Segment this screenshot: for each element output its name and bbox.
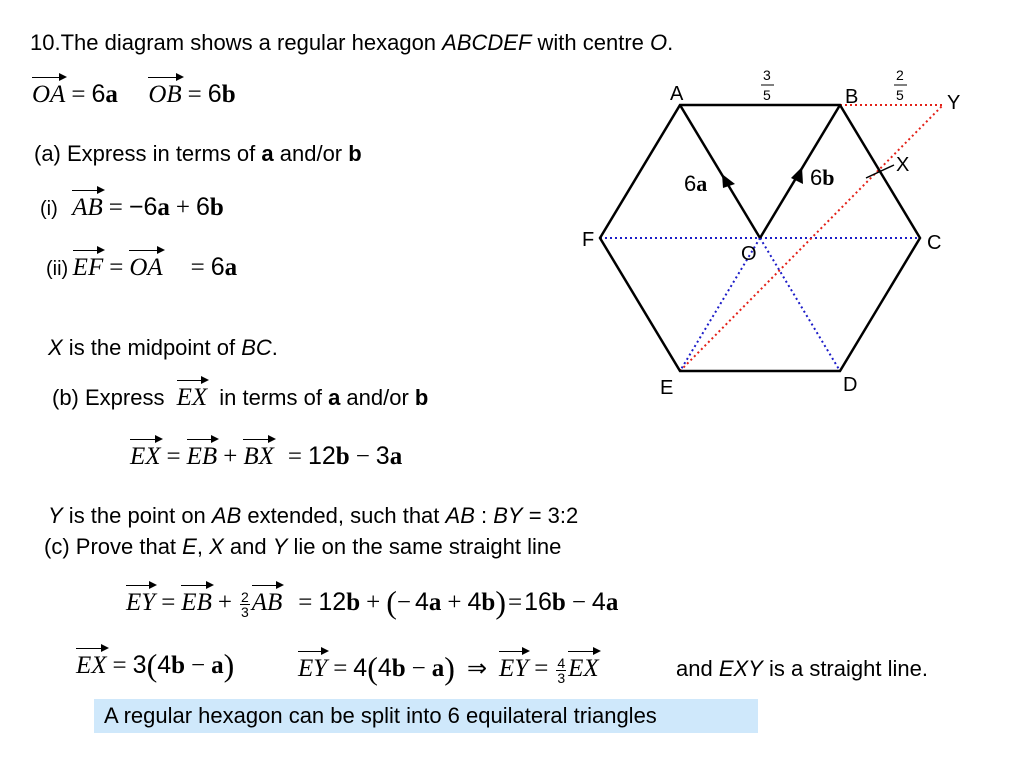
vector-ab: AB: [72, 194, 103, 221]
bc-name: BC: [241, 335, 272, 360]
ob-var: b: [221, 81, 236, 108]
ey2-in-var2: a: [431, 655, 445, 682]
conclusion-pre: and: [676, 656, 719, 681]
part-a-ii: (ii) EF = OA = 6a: [46, 253, 238, 281]
vector-ex-prompt: EX: [176, 384, 208, 411]
label-6a-var: a: [696, 171, 708, 196]
hint-note: A regular hexagon can be split into 6 equilateral triangles: [94, 699, 758, 733]
prove-and: and: [223, 534, 273, 559]
arrowhead-oa: [722, 174, 735, 188]
conclusion-end: is a straight line.: [762, 656, 928, 681]
vector-oa-2: OA: [129, 254, 163, 281]
point-label-x: X: [896, 154, 910, 176]
y-by: BY: [493, 503, 523, 528]
oa-coef: 6: [91, 80, 106, 108]
prove-e: E: [182, 534, 197, 559]
point-label-c: C: [927, 232, 942, 254]
ex-var2: a: [389, 443, 403, 470]
ef-coef: 6: [210, 253, 225, 281]
vector-ex-3: EX: [568, 655, 599, 682]
label-6b: [810, 165, 835, 190]
part-a-prompt-pre: (a) Express in terms of: [34, 141, 262, 166]
x-name: X: [48, 335, 63, 360]
question-text-end: .: [667, 30, 674, 55]
part-c-line3: EY = 4(4b − a) ⇒ EY = $\frac{4}{3}$ EX: [298, 650, 599, 686]
ey-c2: 4: [415, 588, 429, 616]
centre-name: O: [650, 30, 668, 55]
frac-by-den: 5: [896, 87, 904, 103]
point-label-d: D: [843, 374, 858, 396]
ey2-in-coef: 4: [377, 654, 392, 682]
prove-x: X: [209, 534, 224, 559]
y-ab: AB: [211, 503, 242, 528]
part-a-prompt-b: b: [348, 141, 362, 166]
frac-by-num: 2: [896, 67, 904, 83]
ey-c3: 4: [467, 588, 482, 616]
ey-var2: a: [428, 589, 442, 616]
vector-ex: EX: [130, 443, 161, 470]
y-mid2: extended, such that: [241, 503, 446, 528]
hexagon-name: ABCDEF: [442, 30, 532, 55]
given-vectors: OA = 6a OB = 6b: [32, 80, 236, 108]
ex-coef2: 3: [375, 442, 390, 470]
frac-ab-den: 5: [763, 87, 771, 103]
ey-var3: b: [481, 589, 496, 616]
part-b-prompt-and: and/or: [340, 385, 415, 410]
ex2-in-var2: a: [211, 652, 224, 679]
vector-ab-2: AB: [251, 589, 283, 616]
ey-var5: a: [605, 589, 619, 616]
vector-ey: EY: [126, 589, 156, 616]
ey-var1: b: [346, 589, 361, 616]
ey2-in-var1: b: [391, 655, 406, 682]
vector-ex-2: EX: [76, 652, 107, 679]
frac-ab-num: 3: [763, 67, 771, 83]
vector-bx: BX: [243, 443, 274, 470]
dotted-o-d: [760, 238, 840, 371]
point-label-e: E: [660, 377, 674, 399]
ex2-in-var1: b: [171, 652, 186, 679]
question-number: 10.: [30, 30, 61, 55]
frac-num: 2: [240, 588, 249, 605]
vector-oa: OA: [32, 81, 66, 108]
point-label-o: O: [741, 243, 757, 265]
ex-coef1: 12: [307, 442, 336, 470]
ex2-in-coef: 4: [157, 651, 172, 679]
vector-eb-2: EB: [181, 589, 212, 616]
vector-ey-2: EY: [298, 655, 328, 682]
part-a-ii-label: (ii): [46, 258, 69, 280]
ey-c4: 16: [524, 588, 552, 616]
frac2-num: 4: [557, 654, 566, 671]
part-c-line1: EY = EB + $\frac{2}{3}$ AB = 12b + (− 4a + 4b)=16b − 4a: [126, 584, 619, 620]
part-a-i-label: (i): [40, 198, 58, 220]
part-a-i: (i) AB = −6a + 6b: [40, 193, 224, 221]
point-label-a: A: [670, 83, 684, 105]
part-c-line2: EX = 3(4b − a): [76, 647, 235, 683]
part-b-statement-end: .: [271, 335, 278, 360]
ab-coef2: 6: [196, 193, 210, 221]
question-text-mid: with centre: [531, 30, 651, 55]
part-b-prompt-b: b: [414, 385, 429, 410]
ey-c1: 12: [318, 588, 347, 616]
point-label-y: Y: [947, 92, 961, 114]
label-6b-coef: 6: [810, 165, 823, 190]
part-b-prompt-a: a: [328, 385, 341, 410]
question-text-pre: The diagram shows a regular hexagon: [60, 30, 443, 55]
label-6a-coef: 6: [684, 171, 697, 196]
ob-coef: 6: [207, 80, 222, 108]
y-ratio: = 3:2: [522, 503, 579, 528]
frac2-den: 3: [557, 669, 566, 686]
frac-den: 3: [240, 603, 249, 620]
y-name: Y: [48, 503, 63, 528]
ab-coef1: −6: [128, 193, 158, 221]
part-b-prompt-pre: (b) Express: [52, 385, 171, 410]
part-b-prompt-mid: in terms of: [213, 385, 329, 410]
prove-pre: (c) Prove that: [44, 534, 183, 559]
prove-y: Y: [272, 534, 288, 559]
part-b-equation: EX = EB + BX = 12b − 3a: [130, 442, 403, 470]
conclusion-exy: EXY: [718, 656, 763, 681]
label-6a: [684, 171, 707, 196]
ab-var1: a: [157, 194, 170, 221]
point-label-f: F: [582, 229, 595, 251]
point-label-b: B: [845, 86, 859, 108]
part-a-prompt-mid: and/or: [273, 141, 349, 166]
prove-comma: ,: [196, 534, 210, 559]
ab-var2: b: [209, 194, 224, 221]
vector-ob: OB: [148, 81, 182, 108]
label-6b-var: b: [822, 165, 835, 190]
y-ab2: AB: [445, 503, 475, 528]
y-colon: :: [474, 503, 494, 528]
ey-c5: 4: [591, 588, 606, 616]
ey-var4: b: [551, 589, 566, 616]
part-a-prompt-a: a: [261, 141, 274, 166]
vector-eb: EB: [186, 443, 218, 470]
ef-var: a: [224, 254, 238, 281]
part-b-statement-mid: is the midpoint of: [62, 335, 242, 360]
y-mid: is the point on: [62, 503, 212, 528]
ex2-coef: 3: [132, 651, 147, 679]
ey2-coef: 4: [353, 654, 368, 682]
oa-var: a: [105, 81, 118, 108]
vector-ef: EF: [72, 254, 104, 281]
vector-ey-3: EY: [499, 655, 529, 682]
ex-var1: b: [335, 443, 350, 470]
x-marker: [866, 165, 894, 178]
prove-end: lie on the same straight line: [287, 534, 562, 559]
